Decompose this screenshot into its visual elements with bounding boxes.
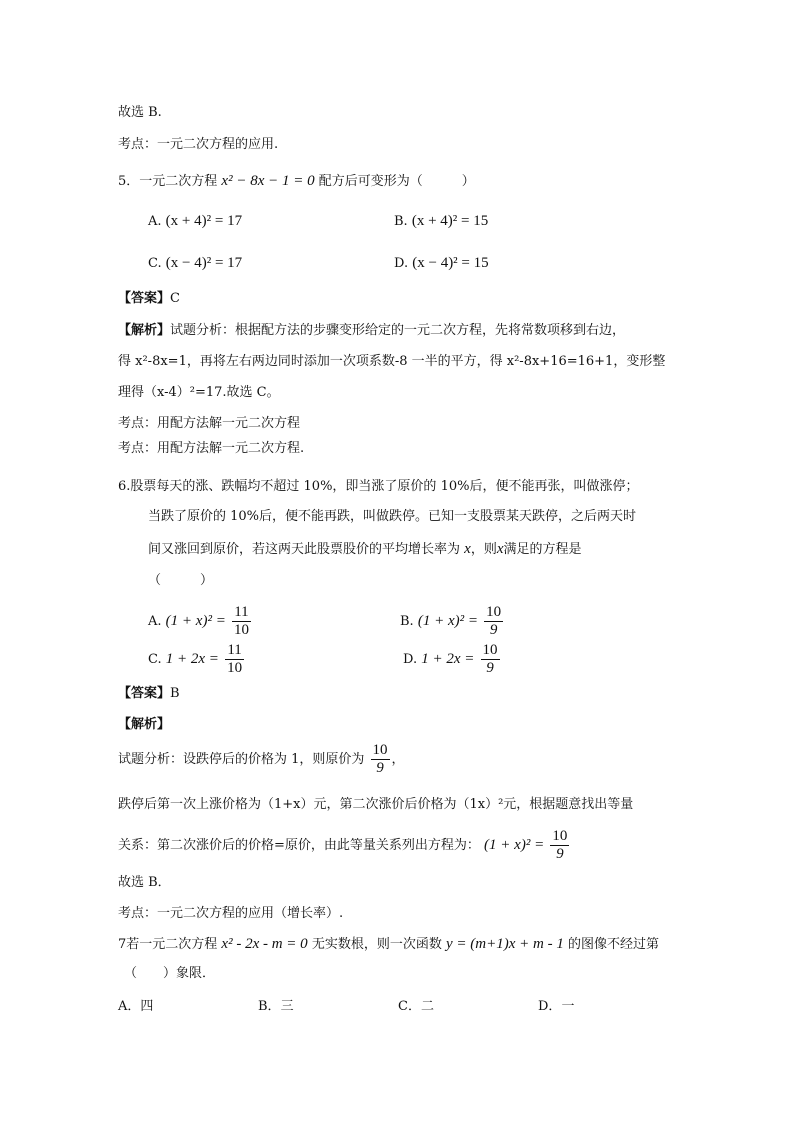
option-label: B. [394, 214, 408, 229]
q7-stem-line-1 [118, 935, 659, 954]
answer-value: C [170, 291, 180, 306]
option-text: 一 [561, 999, 575, 1014]
option-label: C. [148, 256, 162, 271]
q5-stem-post: 配方后可变形为（ ） [318, 174, 475, 189]
q5-analysis-line-1 [118, 322, 625, 340]
numerator: 10 [486, 604, 502, 620]
q4-choose: 故选 B. [118, 105, 162, 120]
q6-option-d [403, 641, 502, 678]
option-fraction [484, 604, 503, 639]
option-lhs: (1 + x)² = [417, 613, 478, 629]
q7-option-c [398, 998, 434, 1016]
option-fraction [232, 604, 251, 639]
option-text: 三 [280, 999, 294, 1014]
q5-option-b [394, 212, 488, 231]
analysis-equation: (1 + x)² = [484, 837, 545, 853]
q7-stem-line-2: （ ）象限． [124, 966, 216, 981]
option-text: 四 [140, 999, 154, 1014]
option-lhs: (1 + x)² = [165, 613, 226, 629]
q5-stem [118, 172, 475, 191]
denominator: 9 [376, 760, 384, 776]
option-text: (x + 4)² = 17 [165, 213, 243, 229]
var-x: x [496, 541, 504, 557]
option-label: D. [394, 256, 409, 271]
denominator: 9 [486, 660, 494, 676]
option-text: (x − 4)² = 17 [165, 255, 243, 271]
q5-option-d [394, 254, 489, 273]
q6-answer [118, 685, 180, 703]
q5-option-a [148, 212, 242, 231]
option-lhs: 1 + 2x = [165, 651, 219, 667]
q6-paren: （ ） [148, 573, 214, 588]
answer-tag: 【答案】 [118, 686, 171, 701]
answer-tag: 【答案】 [118, 291, 171, 306]
q5-kaodian-1: 考点：用配方法解一元二次方程 [118, 416, 301, 431]
q4-kaodian: 考点：一元二次方程的应用. [118, 137, 279, 152]
q6-stem-line-3 [148, 540, 582, 559]
stem-pre: 间又涨回到原价，若这两天此股票股价的平均增长率为 [148, 542, 461, 557]
stem-post: 的图像不经过第 [567, 937, 659, 952]
denominator: 9 [489, 622, 498, 638]
q6-option-c [148, 641, 246, 678]
option-label: B． [258, 999, 281, 1014]
option-text: (x − 4)² = 15 [412, 255, 489, 271]
option-label: D. [403, 652, 418, 667]
q5-analysis-line-2: 得 x²-8x=1，再将左右两边同时添加一次项系数-8 一半的平方，得 x²-8x+16=16+1，变形整 [118, 354, 666, 369]
option-fraction [225, 642, 244, 677]
denominator: 9 [556, 846, 564, 862]
numerator: 10 [372, 742, 388, 758]
numerator: 11 [232, 604, 251, 622]
q5-analysis-line-3: 理得（x-4）²=17.故选 C。 [118, 385, 280, 400]
var-x: x [464, 541, 471, 557]
q5-answer [118, 290, 180, 308]
q6-analysis-line-1: 试题分析：设跌停后的价格为 1，则原价为 $\frac{10}{9}$ ， [118, 742, 405, 776]
option-label: B. [400, 614, 414, 629]
q6-analysis-line-3 [118, 827, 571, 864]
denominator: 10 [227, 660, 243, 676]
analysis-text: 试题分析：根据配方法的步骤变形给定的一元二次方程，先将常数项移到右边， [170, 323, 626, 338]
q7-eq2: y = (m+1)x + m - 1 [445, 936, 564, 952]
numerator: 10 [552, 828, 568, 844]
analysis-tag: 【解析】 [118, 323, 171, 338]
option-lhs: 1 + 2x = [421, 651, 475, 667]
option-label: D． [538, 999, 562, 1014]
q5-equation: x² − 8x − 1 = 0 [221, 173, 315, 189]
q5-kaodian-2: 考点：用配方法解一元二次方程. [118, 441, 305, 456]
analysis-text: 试题分析：设跌停后的价格为 1，则原价为 [118, 752, 365, 767]
analysis-text: 关系：第二次涨价后的价格=原价，由此等量关系列出方程为： [118, 838, 480, 853]
stem-mid: 无实数根，则一次函数 [311, 937, 442, 952]
option-label: A. [148, 214, 162, 229]
option-label: A． [118, 999, 141, 1014]
q6-kaodian: 考点：一元二次方程的应用（增长率）. [118, 906, 344, 921]
stem-post: 满足的方程是 [503, 542, 582, 557]
q6-stem-line-1: 6.股票每天的涨、跌幅均不超过 10%，即当涨了原价的 10%后，便不能再张，叫做涨停； [118, 479, 639, 494]
analysis-fraction [371, 742, 390, 777]
q6-option-a [148, 603, 253, 640]
q7-option-a [118, 998, 153, 1016]
q7-option-d [538, 998, 574, 1016]
analysis-fraction [550, 828, 569, 863]
option-label: C. [148, 652, 162, 667]
option-label: A. [148, 614, 162, 629]
denominator: 10 [233, 622, 249, 638]
q5-stem-pre: 5．一元二次方程 [118, 174, 218, 189]
stem-mid: ，则 [470, 542, 497, 557]
q5-option-c [148, 254, 242, 273]
option-text: 二 [420, 999, 434, 1014]
q7-option-b [258, 998, 294, 1016]
answer-value: B [170, 686, 180, 701]
q6-analysis-line-2: 跌停后第一次上涨价格为（1+x）元，第二次涨价后价格为（1x）²元，根据题意找出等量 [118, 797, 634, 812]
option-fraction [481, 642, 500, 677]
stem-pre: 7若一元二次方程 [118, 937, 218, 952]
option-text: (x + 4)² = 15 [411, 213, 489, 229]
q6-stem-line-2: 当跌了原价的 10%后，便不能再跌，叫做跌停。已知一支股票某天跌停，之后两天时 [148, 509, 637, 524]
numerator: 10 [482, 642, 498, 658]
q6-choose: 故选 B． [118, 875, 171, 890]
numerator: 11 [225, 642, 244, 660]
q6-analysis-tag: 【解析】 [118, 717, 171, 732]
q6-option-b [400, 603, 505, 640]
q7-eq1: x² - 2x - m = 0 [221, 936, 308, 952]
option-label: C． [398, 999, 421, 1014]
